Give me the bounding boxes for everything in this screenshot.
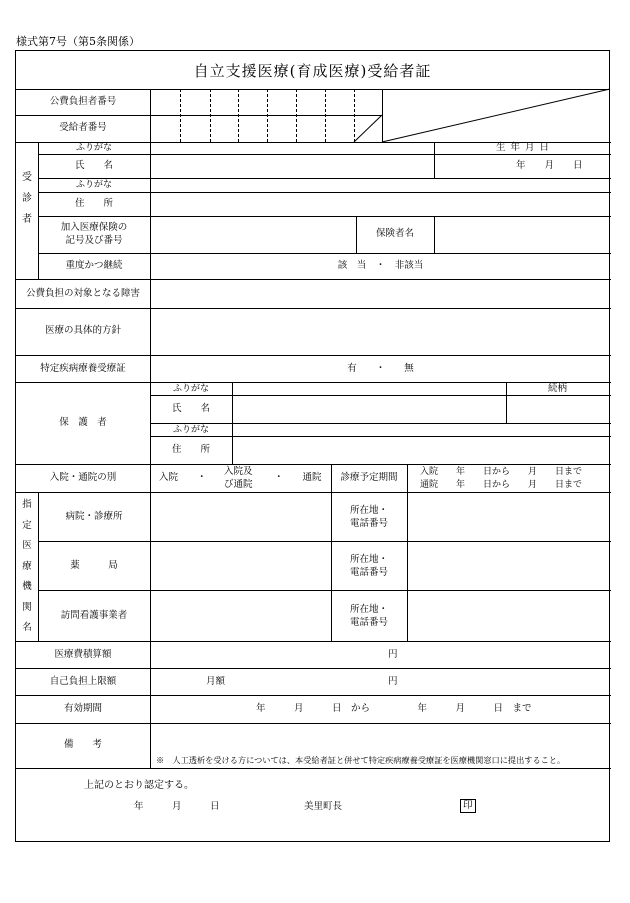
name-label: 氏 名 xyxy=(74,160,113,171)
period-inpatient: 入院 年 日から 月 日まで xyxy=(420,467,583,477)
phone-label: 電話番号 xyxy=(349,567,388,578)
admission-option-both-2: び通院 xyxy=(224,479,253,490)
hospital-label: 病院・診療所 xyxy=(65,511,123,522)
copay-monthly-label: 月額 xyxy=(206,676,226,687)
certificate-form xyxy=(15,50,610,842)
validity-value: 年 月 日 から 年 月 日 まで xyxy=(256,703,532,714)
guardian-name-label: 氏 名 xyxy=(171,403,210,414)
remarks-note: ※ 人工透析を受ける方については、本受給者証と併せて特定疾病療養受療証を医療機関窓口に提出すること。 xyxy=(156,755,566,765)
patient-section-label: 受診者 xyxy=(22,172,32,225)
payer-number-label: 公費負担者番号 xyxy=(49,96,117,107)
furigana-label: ふりがな xyxy=(75,143,112,153)
certification-date: 年 月 日 xyxy=(134,801,220,812)
phone-label: 電話番号 xyxy=(349,518,388,529)
location-label: 所在地・ xyxy=(349,554,388,565)
nursing-label: 訪問看護事業者 xyxy=(60,610,128,621)
admission-option-both-1: 入院及 xyxy=(224,466,253,477)
form-number: 様式第7号（第5条関係） xyxy=(16,35,140,48)
remarks-label: 備 考 xyxy=(63,739,102,750)
validity-label: 有効期間 xyxy=(63,703,102,714)
relationship-label: 続柄 xyxy=(548,383,568,394)
furigana-label: ふりがな xyxy=(172,425,209,435)
admission-option-inpatient: 入院 ・ xyxy=(159,472,207,483)
designated-section-label: 指定医療機関名 xyxy=(22,499,32,633)
form-title: 自立支援医療(育成医療)受給者証 xyxy=(16,51,609,90)
insurance-symbol-label-2: 記号及び番号 xyxy=(65,235,123,246)
insurance-symbol-label: 加入医療保険の xyxy=(60,222,128,233)
furigana-label: ふりがな xyxy=(172,384,209,394)
certified-statement: 上記のとおり認定する。 xyxy=(84,780,194,791)
treatment-policy-label: 医療の具体的方針 xyxy=(44,325,121,336)
period-outpatient: 通院 年 日から 月 日まで xyxy=(420,480,583,490)
guardian-address-label: 住 所 xyxy=(171,444,210,455)
medical-cost-label: 医療費積算額 xyxy=(54,649,112,660)
medical-cost-yen: 円 xyxy=(388,649,398,660)
insurer-name-label: 保険者名 xyxy=(375,228,414,239)
guardian-label: 保 護 者 xyxy=(59,417,107,428)
seal-mark: 印 xyxy=(460,799,476,813)
severe-continuing-label: 重度かつ継続 xyxy=(65,260,123,271)
location-label: 所在地・ xyxy=(349,505,388,516)
disability-target-label: 公費負担の対象となる障害 xyxy=(25,288,140,299)
copay-yen: 円 xyxy=(388,676,398,687)
recipient-number-label: 受給者番号 xyxy=(59,122,107,133)
mayor-title: 美里町長 xyxy=(304,801,343,812)
location-label: 所在地・ xyxy=(349,604,388,615)
birthdate-value: 年 月 日 xyxy=(516,160,583,171)
copay-limit-label: 自己負担上限額 xyxy=(49,676,117,687)
specified-disease-cert-label: 特定疾病療養受療証 xyxy=(40,363,126,374)
address-label: 住 所 xyxy=(74,198,113,209)
furigana-label: ふりがな xyxy=(75,180,112,190)
pharmacy-label: 薬 局 xyxy=(70,560,118,571)
scheduled-period-label: 診療予定期間 xyxy=(340,472,398,483)
phone-label: 電話番号 xyxy=(349,617,388,628)
admission-type-label: 入院・通院の別 xyxy=(49,472,117,483)
applicable-options: 該 当 ・ 非該当 xyxy=(337,260,424,271)
yes-no-options: 有 ・ 無 xyxy=(347,363,414,374)
admission-option-outpatient: ・ 通院 xyxy=(274,472,322,483)
birthdate-label: 生 年 月 日 xyxy=(496,142,551,153)
